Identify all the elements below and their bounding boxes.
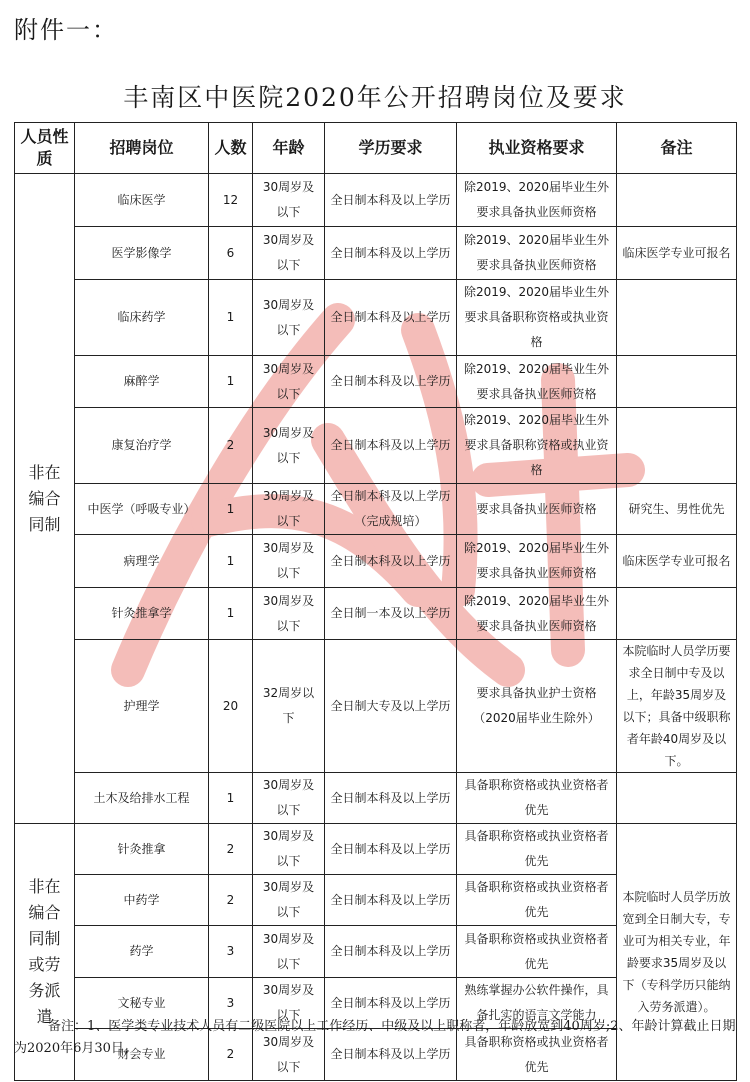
remarks-cell bbox=[617, 773, 737, 824]
education-cell: 全日制本科及以上学历 bbox=[325, 978, 457, 1029]
post-cell: 临床医学 bbox=[75, 174, 209, 227]
remarks-cell: 临床医学专业可报名 bbox=[617, 535, 737, 588]
table-row bbox=[15, 227, 737, 280]
qualification-cell: 除2019、2020届毕业生外要求具备执业医师资格 bbox=[457, 174, 617, 227]
table-row bbox=[15, 484, 737, 535]
education-cell: 全日制本科及以上学历 bbox=[325, 773, 457, 824]
qualification-cell: 除2019、2020届毕业生外要求具备职称资格或执业资格 bbox=[457, 280, 617, 356]
post-cell: 护理学 bbox=[75, 640, 209, 773]
post-cell: 药学 bbox=[75, 926, 209, 978]
age-cell: 30周岁及以下 bbox=[253, 1029, 325, 1081]
age-cell: 30周岁及以下 bbox=[253, 926, 325, 978]
count-cell: 12 bbox=[209, 174, 253, 227]
education-cell: 全日制本科及以上学历（完成规培） bbox=[325, 484, 457, 535]
age-cell: 32周岁以下 bbox=[253, 640, 325, 773]
remarks-cell: 本院临时人员学历要求全日制中专及以上，年龄35周岁及以下；具备中级职称者年龄40周岁及以下。 bbox=[617, 640, 737, 773]
post-cell: 麻醉学 bbox=[75, 356, 209, 408]
header-count: 人数 bbox=[209, 123, 253, 174]
post-cell: 中医学（呼吸专业） bbox=[75, 484, 209, 535]
count-cell: 1 bbox=[209, 535, 253, 588]
post-cell: 康复治疗学 bbox=[75, 408, 209, 484]
education-cell: 全日制本科及以上学历 bbox=[325, 280, 457, 356]
age-cell: 30周岁及以下 bbox=[253, 773, 325, 824]
age-cell: 30周岁及以下 bbox=[253, 535, 325, 588]
page-title: 丰南区中医院2020年公开招聘岗位及要求 bbox=[123, 83, 627, 112]
post-cell: 针灸推拿 bbox=[75, 824, 209, 875]
post-cell: 文秘专业 bbox=[75, 978, 209, 1029]
header-remarks: 备注 bbox=[617, 123, 737, 174]
group-label-dispatch: 非在编合同制或劳务派遣 bbox=[15, 824, 75, 1081]
age-cell: 30周岁及以下 bbox=[253, 484, 325, 535]
age-cell: 30周岁及以下 bbox=[253, 875, 325, 926]
qualification-cell: 要求具备执业医师资格 bbox=[457, 484, 617, 535]
post-cell: 中药学 bbox=[75, 875, 209, 926]
table-row bbox=[15, 174, 737, 227]
education-cell: 全日制本科及以上学历 bbox=[325, 875, 457, 926]
count-cell: 3 bbox=[209, 978, 253, 1029]
count-cell: 3 bbox=[209, 926, 253, 978]
footer-note: 备注：1、医学类专业技术人员有二级医院以上工作经历、中级及以上职称者，年龄放宽到40周岁;2、年龄计算截止日期为2020年6月30日。 bbox=[14, 1019, 736, 1056]
remarks-cell bbox=[617, 174, 737, 227]
age-cell: 30周岁及以下 bbox=[253, 408, 325, 484]
post-cell: 针灸推拿学 bbox=[75, 588, 209, 640]
recruitment-table bbox=[14, 122, 737, 1081]
table-row bbox=[15, 588, 737, 640]
header-nature: 人员性质 bbox=[15, 123, 75, 174]
table-row bbox=[15, 408, 737, 484]
qualification-cell: 具备职称资格或执业资格者优先 bbox=[457, 773, 617, 824]
count-cell: 2 bbox=[209, 824, 253, 875]
table-row bbox=[15, 280, 737, 356]
post-cell: 病理学 bbox=[75, 535, 209, 588]
age-cell: 30周岁及以下 bbox=[253, 978, 325, 1029]
count-cell: 20 bbox=[209, 640, 253, 773]
education-cell: 全日制本科及以上学历 bbox=[325, 1029, 457, 1081]
age-cell: 30周岁及以下 bbox=[253, 174, 325, 227]
post-cell: 医学影像学 bbox=[75, 227, 209, 280]
remarks-cell-group2: 本院临时人员学历放宽到全日制大专，专业可为相关专业，年龄要求35周岁及以下（专科学历只能纳入劳务派遣）。 bbox=[617, 824, 737, 1081]
count-cell: 1 bbox=[209, 356, 253, 408]
count-cell: 1 bbox=[209, 280, 253, 356]
qualification-cell: 熟练掌握办公软件操作，具备扎实的语言文学能力 bbox=[457, 978, 617, 1029]
qualification-cell: 除2019、2020届毕业生外要求具备执业医师资格 bbox=[457, 227, 617, 280]
post-cell: 财会专业 bbox=[75, 1029, 209, 1081]
qualification-cell: 具备职称资格或执业资格者优先 bbox=[457, 824, 617, 875]
qualification-cell: 除2019、2020届毕业生外要求具备执业医师资格 bbox=[457, 356, 617, 408]
age-cell: 30周岁及以下 bbox=[253, 280, 325, 356]
remarks-cell bbox=[617, 588, 737, 640]
qualification-cell: 具备职称资格或执业资格者优先 bbox=[457, 875, 617, 926]
table-row bbox=[15, 356, 737, 408]
education-cell: 全日制本科及以上学历 bbox=[325, 535, 457, 588]
education-cell: 全日制本科及以上学历 bbox=[325, 408, 457, 484]
header-education: 学历要求 bbox=[325, 123, 457, 174]
count-cell: 6 bbox=[209, 227, 253, 280]
qualification-cell: 除2019、2020届毕业生外要求具备执业医师资格 bbox=[457, 588, 617, 640]
age-cell: 30周岁及以下 bbox=[253, 824, 325, 875]
count-cell: 2 bbox=[209, 1029, 253, 1081]
table-row bbox=[15, 535, 737, 588]
education-cell: 全日制一本及以上学历 bbox=[325, 588, 457, 640]
table-row bbox=[15, 640, 737, 773]
header-qualification: 执业资格要求 bbox=[457, 123, 617, 174]
count-cell: 2 bbox=[209, 875, 253, 926]
remarks-cell: 研究生、男性优先 bbox=[617, 484, 737, 535]
count-cell: 2 bbox=[209, 408, 253, 484]
education-cell: 全日制本科及以上学历 bbox=[325, 227, 457, 280]
qualification-cell: 具备职称资格或执业资格者优先 bbox=[457, 926, 617, 978]
remarks-cell: 临床医学专业可报名 bbox=[617, 227, 737, 280]
post-cell: 土木及给排水工程 bbox=[75, 773, 209, 824]
age-cell: 30周岁及以下 bbox=[253, 588, 325, 640]
remarks-cell bbox=[617, 356, 737, 408]
remarks-cell bbox=[617, 280, 737, 356]
qualification-cell: 要求具备执业护士资格（2020届毕业生除外） bbox=[457, 640, 617, 773]
qualification-cell: 除2019、2020届毕业生外要求具备执业医师资格 bbox=[457, 535, 617, 588]
education-cell: 全日制本科及以上学历 bbox=[325, 926, 457, 978]
table-header-row bbox=[15, 123, 737, 174]
remarks-cell bbox=[617, 408, 737, 484]
count-cell: 1 bbox=[209, 773, 253, 824]
post-cell: 临床药学 bbox=[75, 280, 209, 356]
group-label-contract: 非在编合同制 bbox=[15, 174, 75, 824]
age-cell: 30周岁及以下 bbox=[253, 356, 325, 408]
qualification-cell: 具备职称资格或执业资格者优先 bbox=[457, 1029, 617, 1081]
table-row bbox=[15, 824, 737, 875]
count-cell: 1 bbox=[209, 484, 253, 535]
qualification-cell: 除2019、2020届毕业生外要求具备职称资格或执业资格 bbox=[457, 408, 617, 484]
education-cell: 全日制本科及以上学历 bbox=[325, 174, 457, 227]
count-cell: 1 bbox=[209, 588, 253, 640]
education-cell: 全日制本科及以上学历 bbox=[325, 356, 457, 408]
header-post: 招聘岗位 bbox=[75, 123, 209, 174]
age-cell: 30周岁及以下 bbox=[253, 227, 325, 280]
table-row bbox=[15, 773, 737, 824]
education-cell: 全日制大专及以上学历 bbox=[325, 640, 457, 773]
header-age: 年龄 bbox=[253, 123, 325, 174]
education-cell: 全日制本科及以上学历 bbox=[325, 824, 457, 875]
attachment-label: 附件一： bbox=[14, 16, 118, 44]
